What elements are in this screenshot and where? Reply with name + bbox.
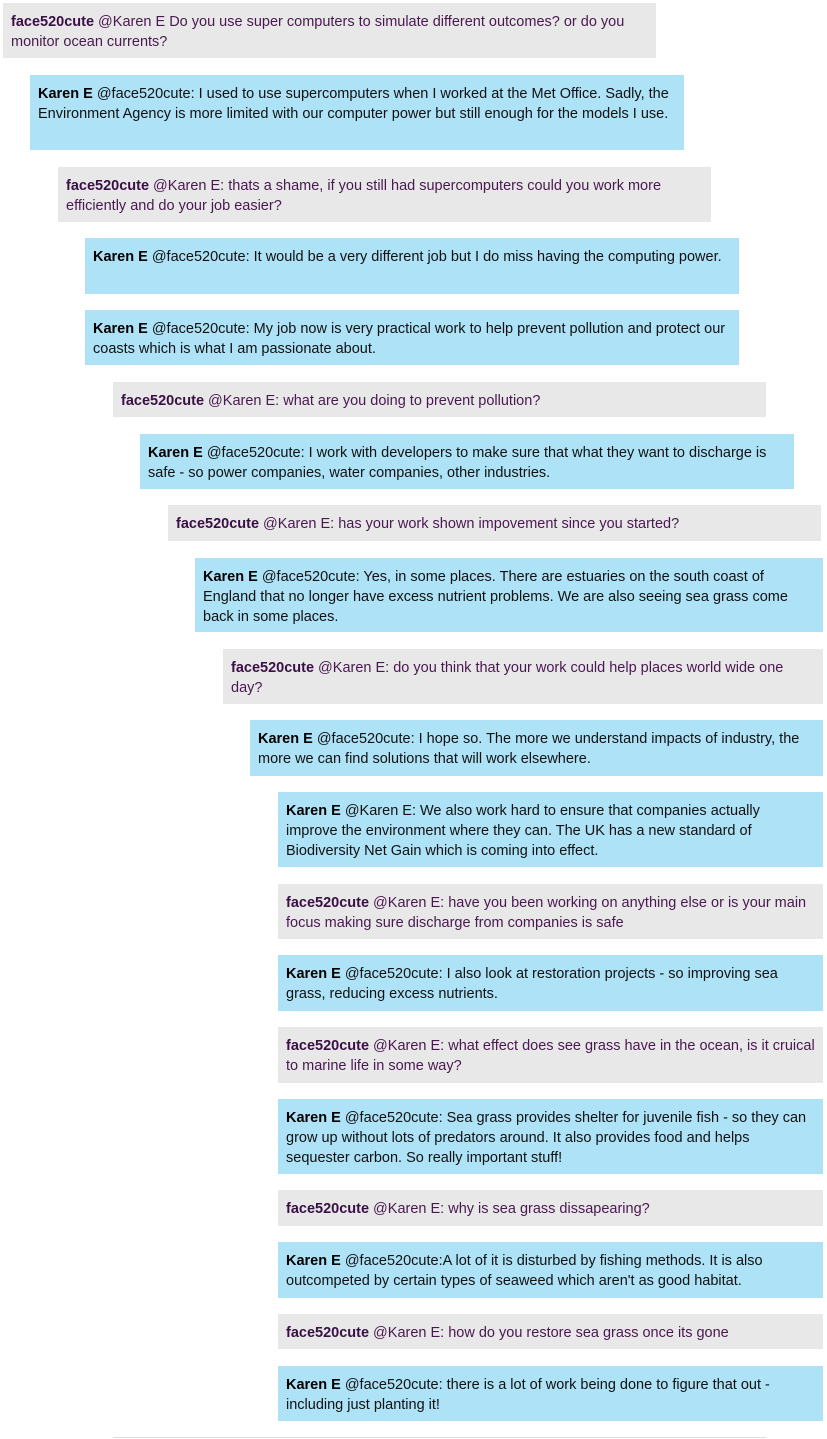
message-text: @face520cute: My job now is very practical work to help prevent pollution and protect our coasts which is what I am passionate about. — [93, 321, 726, 357]
chat-message — [223, 649, 823, 704]
chat-message — [140, 434, 794, 489]
message-text: @face520cute: I hope so. The more we understand impacts of industry, the more we can find solutions that will work elsewhere. — [258, 731, 800, 767]
message-author: face520cute — [286, 1325, 370, 1341]
message-author: face520cute — [231, 660, 315, 676]
chat-message — [168, 505, 821, 541]
divider — [113, 1437, 766, 1438]
message-text: @face520cute: Sea grass provides shelter for juvenile fish - so they can grow up without lots of predators around. It also provides food and helps sequester carbon. So really important stuff! — [286, 1110, 807, 1166]
message-author: Karen E — [203, 569, 258, 585]
chat-message — [113, 382, 766, 417]
message-text: @face520cute:A lot of it is disturbed by fishing methods. It is also outcompeted by certain types of seaweed which aren't as good habitat. — [286, 1253, 763, 1289]
chat-message — [250, 720, 823, 776]
chat-message — [195, 558, 823, 632]
chat-message — [278, 1366, 823, 1421]
message-text: @Karen E: We also work hard to ensure that companies actually improve the environment where they can. The UK has a new standard of Biodiversity Net Gain which is coming into effect. — [286, 803, 760, 859]
message-author: Karen E — [258, 731, 313, 747]
chat-message — [85, 238, 739, 294]
message-text: @Karen E: what effect does see grass have in the ocean, is it cruical to marine life in some way? — [286, 1038, 815, 1074]
message-author: face520cute — [286, 1201, 370, 1217]
message-text: @face520cute: It would be a very different job but I do miss having the computing power. — [147, 249, 722, 265]
message-author: face520cute — [286, 895, 370, 911]
chat-message — [278, 1099, 823, 1174]
message-author: Karen E — [286, 803, 341, 819]
message-text: @face520cute: I also look at restoration projects - so improving sea grass, reducing excess nutrients. — [286, 966, 778, 1002]
message-author: Karen E — [286, 966, 341, 982]
message-text: @face520cute: I used to use supercomputers when I worked at the Met Office. Sadly, the Environment Agency is more limited with our computer power but still enough for the models I use. — [38, 86, 669, 122]
message-text: @Karen E: how do you restore sea grass once its gone — [369, 1325, 729, 1341]
message-author: Karen E — [38, 86, 93, 102]
chat-message — [85, 310, 739, 365]
chat-message — [278, 884, 823, 939]
message-author: face520cute — [176, 516, 260, 532]
chat-message — [278, 1027, 823, 1083]
chat-message — [30, 75, 684, 150]
message-text: @Karen E: thats a shame, if you still had supercomputers could you work more efficiently and do your job easier? — [66, 178, 662, 214]
message-author: Karen E — [148, 445, 203, 461]
message-author: Karen E — [93, 249, 148, 265]
message-text: @Karen E Do you use super computers to simulate different outcomes? or do you monitor ocean currents? — [11, 14, 625, 50]
chat-message — [58, 167, 711, 222]
chat-message — [278, 1190, 823, 1226]
message-text: @face520cute: I work with developers to make sure that what they want to discharge is safe - so power companies, water companies, other industries. — [148, 445, 767, 481]
message-author: Karen E — [286, 1253, 341, 1269]
message-text: @face520cute: Yes, in some places. There are estuaries on the south coast of England that no longer have excess nutrient problems. We are also seeing sea grass come back in some places. — [203, 569, 788, 625]
message-author: face520cute — [286, 1038, 370, 1054]
message-author: Karen E — [93, 321, 148, 337]
message-text: @face520cute: there is a lot of work being done to figure that out - including just planting it! — [286, 1377, 770, 1413]
message-text: @Karen E: has your work shown impovement since you started? — [259, 516, 680, 532]
chat-message — [3, 3, 656, 58]
message-author: Karen E — [286, 1110, 341, 1126]
message-text: @Karen E: what are you doing to prevent pollution? — [204, 393, 541, 409]
message-text: @Karen E: have you been working on anything else or is your main focus making sure discharge from companies is safe — [286, 895, 807, 931]
message-text: @Karen E: do you think that your work could help places world wide one day? — [231, 660, 784, 696]
message-author: Karen E — [286, 1377, 341, 1393]
message-author: face520cute — [11, 14, 95, 30]
chat-message — [278, 1314, 823, 1349]
chat-message — [278, 1242, 823, 1298]
message-author: face520cute — [66, 178, 150, 194]
message-text: @Karen E: why is sea grass dissapearing? — [369, 1201, 650, 1217]
chat-message — [278, 792, 823, 867]
chat-message — [278, 955, 823, 1011]
message-author: face520cute — [121, 393, 205, 409]
